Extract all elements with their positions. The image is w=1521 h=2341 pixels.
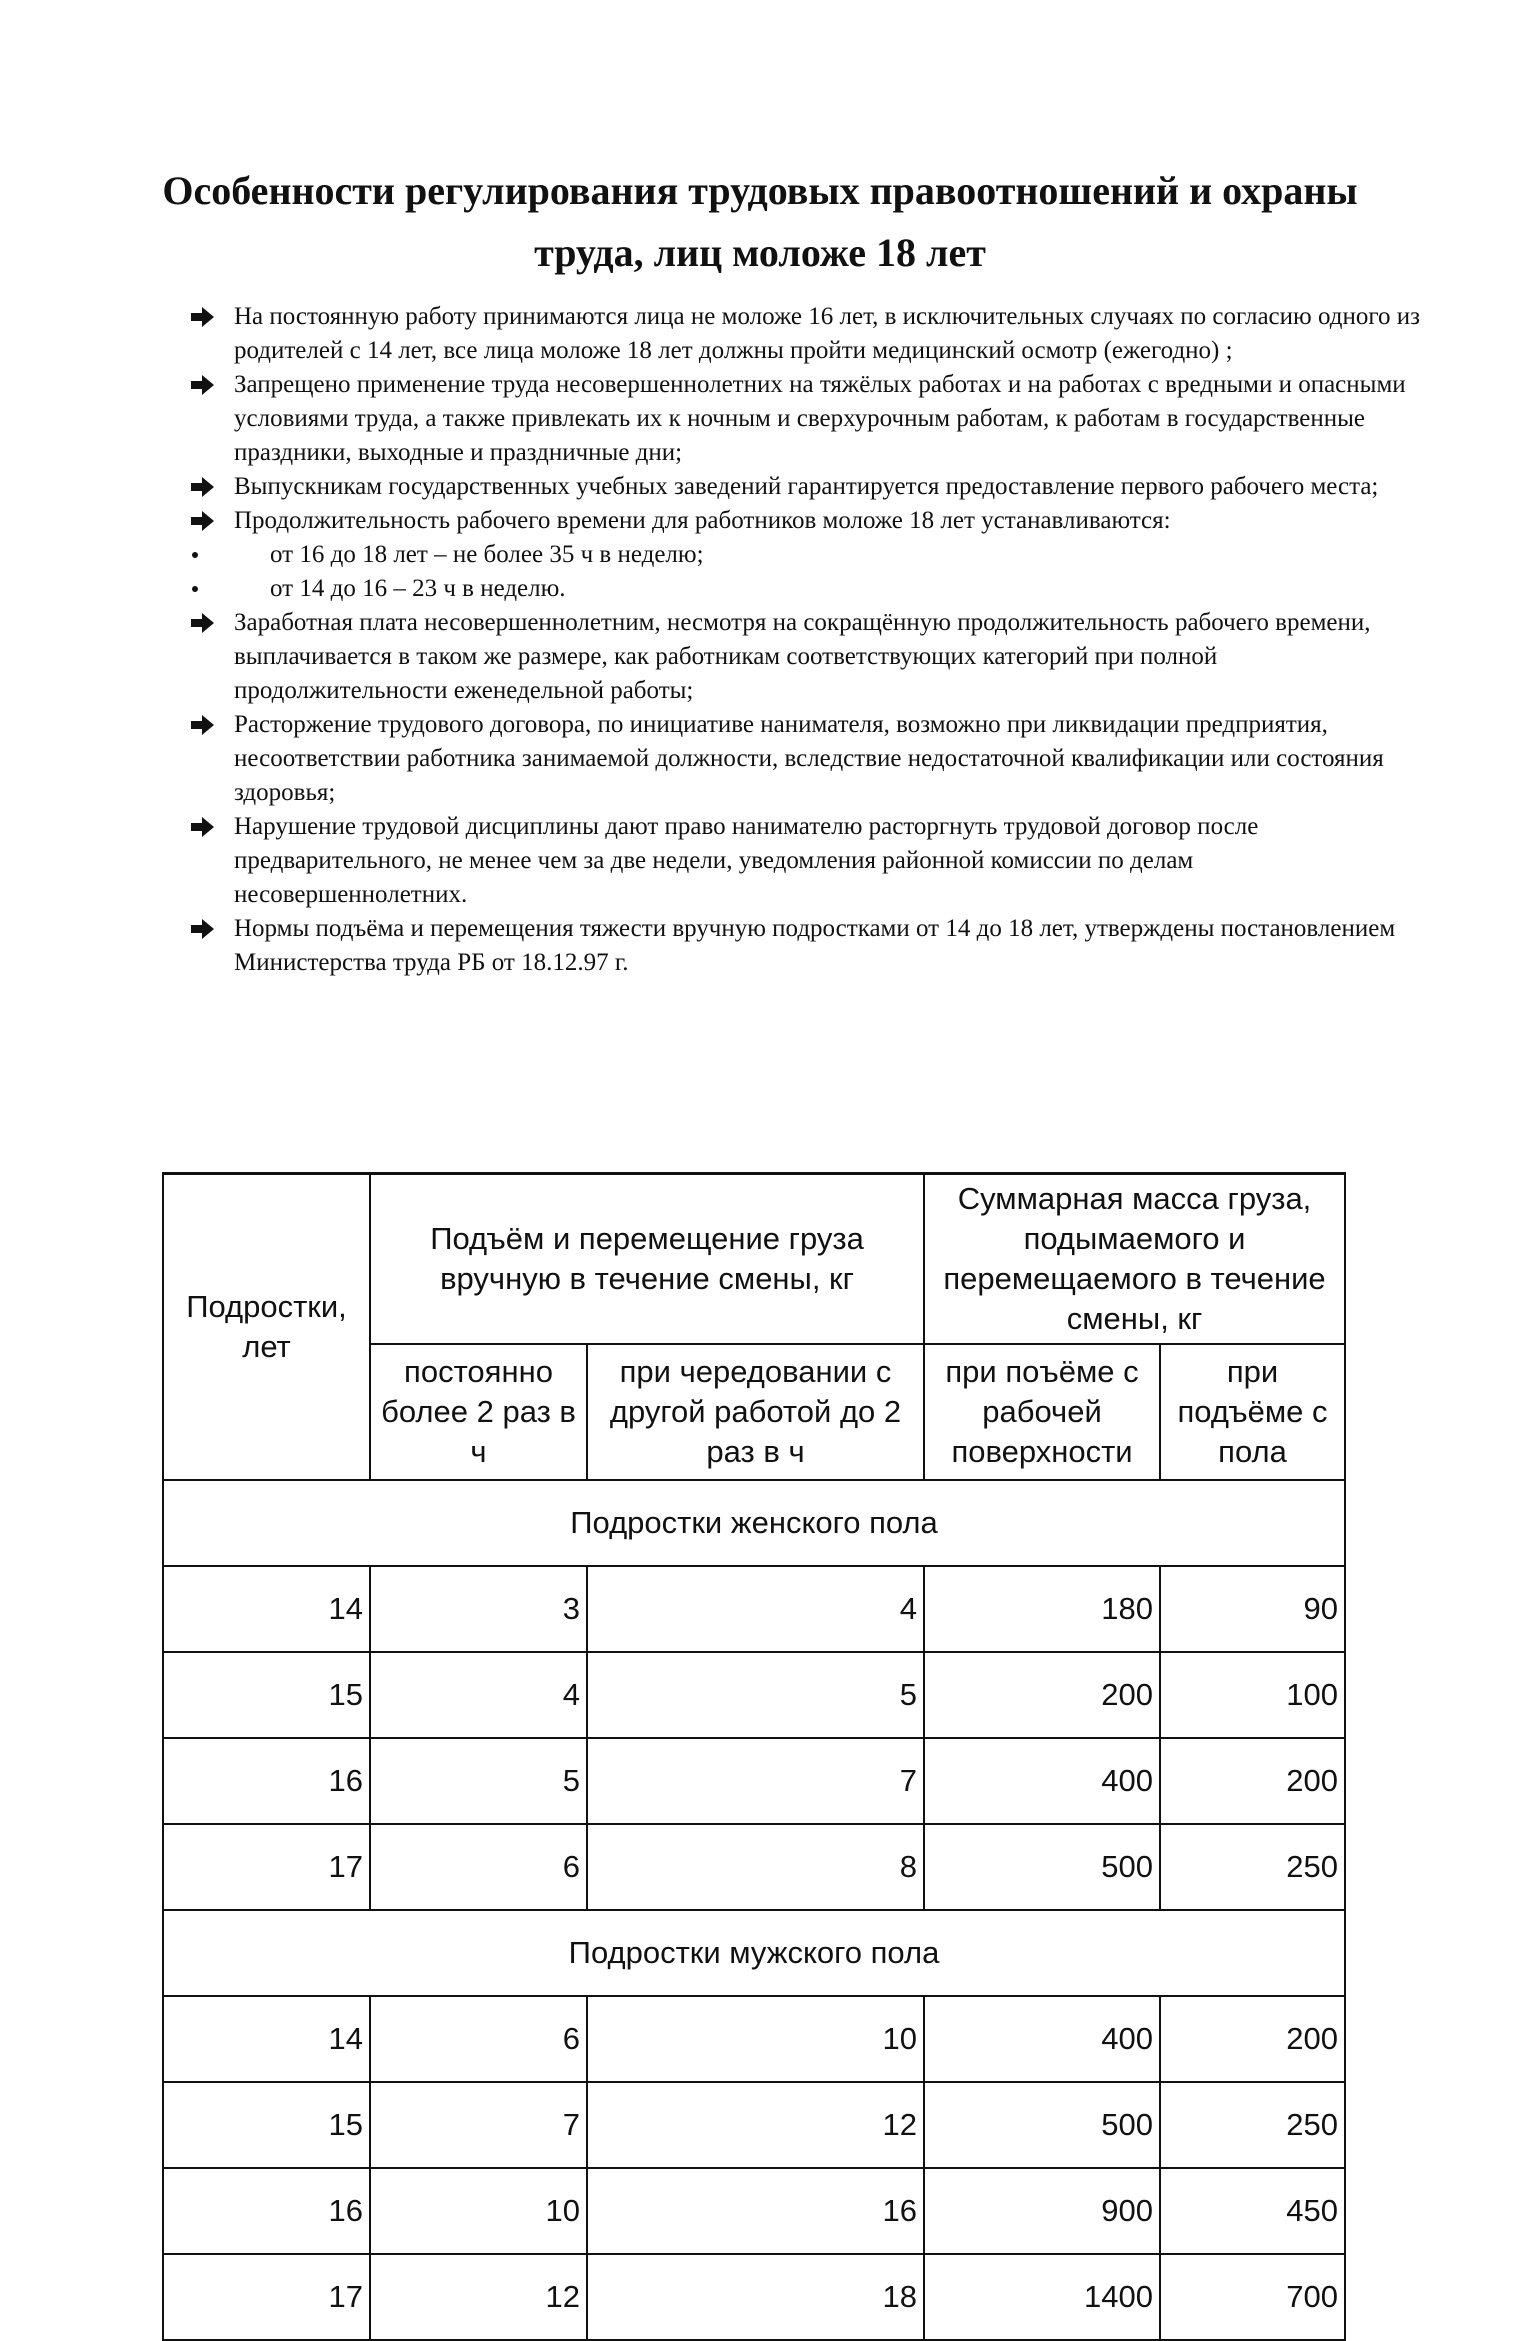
table-cell: 7 <box>370 2082 587 2168</box>
table-cell: 16 <box>163 2168 370 2254</box>
table-cell: 12 <box>370 2254 587 2340</box>
table-cell: 17 <box>163 2254 370 2340</box>
table-cell: 4 <box>587 1566 924 1652</box>
list-item-text: Выпускникам государственных учебных заведений гарантируется предоставление первого рабочего места; <box>234 473 1379 500</box>
table-cell: 10 <box>370 2168 587 2254</box>
table-cell: 900 <box>924 2168 1160 2254</box>
list-item-text: Заработная плата несовершеннолетним, несмотря на сокращённую продолжительность рабочего времени, выплачивается в таком же размере, как работникам соответствующих категорий при полной продолжительности еженедельной работы; <box>234 609 1371 704</box>
table-cell: 8 <box>587 1824 924 1910</box>
table-row <box>163 1566 1345 1652</box>
table-cell: 15 <box>163 1652 370 1738</box>
arrow-bullet-icon <box>188 368 218 402</box>
page-title: Особенности регулирования трудовых правоотношений и охраны труда, лиц моложе 18 лет <box>162 168 1358 275</box>
table-row <box>163 1652 1345 1738</box>
table-cell: 16 <box>163 1738 370 1824</box>
bullet-list <box>188 300 1428 980</box>
table-cell: 14 <box>163 1566 370 1652</box>
header-surface: при поъёме с рабочей поверхности <box>924 1344 1160 1480</box>
header-constant: постоянно более 2 раз в ч <box>370 1344 587 1480</box>
table-cell: 18 <box>587 2254 924 2340</box>
table-cell: 180 <box>924 1566 1160 1652</box>
table-cell: 250 <box>1160 1824 1345 1910</box>
header-alternating: при чередовании с другой работой до 2 раз в ч <box>587 1344 924 1480</box>
table-row <box>163 1824 1345 1910</box>
table-row <box>163 1738 1345 1824</box>
arrow-bullet-icon <box>188 470 218 504</box>
table-cell: 16 <box>587 2168 924 2254</box>
arrow-bullet-icon <box>188 300 218 334</box>
table-cell: 3 <box>370 1566 587 1652</box>
header-total-group: Суммарная масса груза, подымаемого и перемещаемого в течение смены, кг <box>924 1174 1345 1344</box>
header-age: Подростки, лет <box>163 1174 370 1480</box>
list-item-text: Нарушение трудовой дисциплины дают право нанимателю расторгнуть трудовой договор после предварительного, не менее чем за две недели, уведомления районной комиссии по делам несовершеннолетних. <box>234 813 1259 908</box>
table-cell: 7 <box>587 1738 924 1824</box>
table-cell: 200 <box>1160 1738 1345 1824</box>
table-cell: 200 <box>924 1652 1160 1738</box>
table-cell: 12 <box>587 2082 924 2168</box>
table-cell: 5 <box>587 1652 924 1738</box>
arrow-bullet-icon <box>188 810 218 844</box>
header-lift-group: Подъём и перемещение груза вручную в течение смены, кг <box>370 1174 924 1344</box>
list-item <box>188 368 1428 470</box>
list-item-text: Нормы подъёма и перемещения тяжести вручную подростками от 14 до 18 лет, утверждены постановлением Министерства труда РБ от 18.12.97 г. <box>234 915 1396 976</box>
header-floor: при подъёме с пола <box>1160 1344 1345 1480</box>
list-item <box>188 708 1428 810</box>
table-cell: 700 <box>1160 2254 1345 2340</box>
list-item <box>188 300 1428 368</box>
arrow-bullet-icon <box>188 606 218 640</box>
table-row <box>163 2082 1345 2168</box>
table-cell: 500 <box>924 1824 1160 1910</box>
arrow-bullet-icon <box>188 708 218 742</box>
bullet-dot-icon <box>192 586 198 592</box>
arrow-bullet-icon <box>188 504 218 538</box>
list-item <box>188 912 1428 980</box>
lifting-norms-table <box>162 1172 1346 2341</box>
list-item <box>188 470 1428 504</box>
table-cell: 17 <box>163 1824 370 1910</box>
list-item-text: Запрещено применение труда несовершеннолетних на тяжёлых работах и на работах с вредными и опасными условиями труда, а также привлекать их к ночным и сверхурочным работам, к работам в государственные праздники, выходные и праздничные дни; <box>234 371 1406 466</box>
table-cell: 5 <box>370 1738 587 1824</box>
list-item-text: Расторжение трудового договора, по инициативе нанимателя, возможно при ликвидации предприятия, несоответствии работника занимаемой должности, вследствие недостаточной квалификации или состояния здоровья; <box>234 711 1384 806</box>
table-cell: 14 <box>163 1996 370 2082</box>
list-item <box>188 810 1428 912</box>
list-item <box>188 538 1428 572</box>
table-cell: 10 <box>587 1996 924 2082</box>
section-row <box>163 1910 1345 1996</box>
list-item <box>188 504 1428 538</box>
list-item-text: от 14 до 16 – 23 ч в неделю. <box>270 575 566 602</box>
table-row <box>163 2254 1345 2340</box>
table-row <box>163 2168 1345 2254</box>
table-cell: 400 <box>924 1996 1160 2082</box>
section-label: Подростки женского пола <box>163 1480 1345 1566</box>
table-cell: 90 <box>1160 1566 1345 1652</box>
bullet-dot-icon <box>192 552 198 558</box>
table-cell: 450 <box>1160 2168 1345 2254</box>
table-body <box>163 1480 1345 2341</box>
list-item <box>188 606 1428 708</box>
table-cell: 100 <box>1160 1652 1345 1738</box>
table-cell: 250 <box>1160 2082 1345 2168</box>
arrow-bullet-icon <box>188 912 218 946</box>
table-cell: 6 <box>370 1824 587 1910</box>
table-cell: 6 <box>370 1996 587 2082</box>
table-cell: 500 <box>924 2082 1160 2168</box>
table-cell: 1400 <box>924 2254 1160 2340</box>
list-item-text: На постоянную работу принимаются лица не моложе 16 лет, в исключительных случаях по согласию одного из родителей с 14 лет, все лица моложе 18 лет должны пройти медицинский осмотр (ежегодно) ; <box>234 303 1420 364</box>
table-row <box>163 1996 1345 2082</box>
table-cell: 400 <box>924 1738 1160 1824</box>
table-cell: 4 <box>370 1652 587 1738</box>
section-row <box>163 1480 1345 1566</box>
table-cell: 15 <box>163 2082 370 2168</box>
list-item-text: Продолжительность рабочего времени для работников моложе 18 лет устанавливаются: <box>234 507 1171 534</box>
table-cell: 200 <box>1160 1996 1345 2082</box>
list-item-text: от 16 до 18 лет – не более 35 ч в неделю; <box>270 541 704 568</box>
list-item <box>188 572 1428 606</box>
section-label: Подростки мужского пола <box>163 1910 1345 1996</box>
